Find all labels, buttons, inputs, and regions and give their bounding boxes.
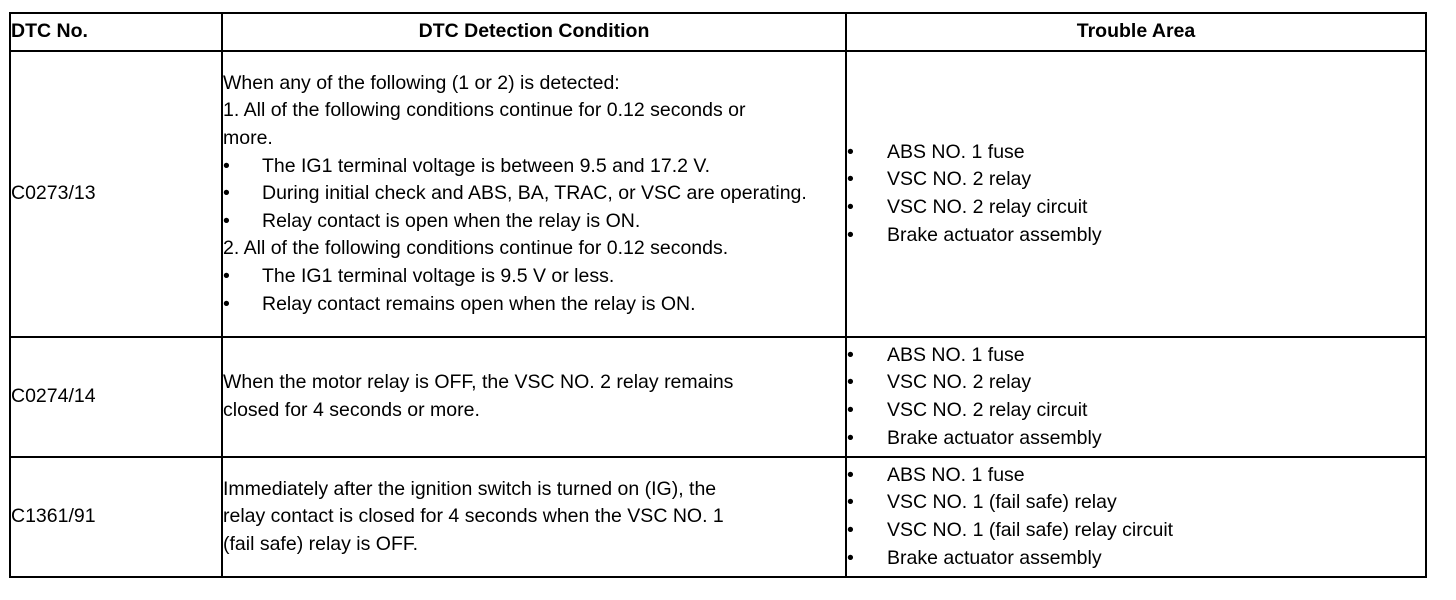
trouble-area-item (847, 222, 1425, 250)
trouble-area-text: VSC NO. 2 relay (887, 168, 1032, 191)
condition-bullet-item (223, 180, 845, 208)
detection-condition (222, 337, 846, 457)
trouble-area-item (847, 489, 1425, 517)
trouble-area-item (847, 369, 1425, 397)
bullet-icon: • (223, 264, 230, 287)
trouble-area-item (847, 166, 1425, 194)
trouble-area-item (847, 425, 1425, 453)
bullet-icon: • (223, 182, 230, 205)
trouble-area-text: VSC NO. 1 (fail safe) relay (887, 491, 1117, 514)
condition-line: (fail safe) relay is OFF. (223, 532, 419, 555)
trouble-area-item (847, 194, 1425, 222)
trouble-area-text: Brake actuator assembly (887, 546, 1102, 569)
trouble-area-text: ABS NO. 1 fuse (887, 343, 1025, 366)
condition-line: closed for 4 seconds or more. (223, 399, 480, 421)
condition-bullet-item (223, 263, 845, 291)
condition-intro: When any of the following (1 or 2) is detected: (223, 71, 620, 94)
bullet-icon: • (847, 168, 854, 191)
trouble-area-item (847, 462, 1425, 490)
condition-part-1: 1. All of the following conditions continue for 0.12 seconds or (223, 99, 746, 122)
trouble-area-item (847, 342, 1425, 370)
table-row (10, 457, 1426, 577)
condition-bullet-item (223, 208, 845, 236)
condition-bullet-item (223, 153, 845, 181)
header-row (10, 13, 1426, 51)
trouble-area-text: VSC NO. 1 (fail safe) relay circuit (887, 519, 1174, 541)
bullet-text: During initial check and ABS, BA, TRAC, or VSC are operating. (262, 182, 807, 205)
bullet-icon: • (847, 140, 854, 163)
trouble-area-text: Brake actuator assembly (887, 223, 1102, 246)
bullet-icon: • (847, 343, 854, 366)
condition-part-2: 2. All of the following conditions continue for 0.12 seconds. (223, 237, 729, 260)
bullet-icon: • (223, 292, 230, 315)
trouble-area-item (847, 397, 1425, 425)
bullet-text: Relay contact is open when the relay is ON. (262, 209, 641, 232)
bullet-icon: • (847, 196, 854, 218)
trouble-area-text: VSC NO. 2 relay circuit (887, 399, 1088, 421)
dtc-code: C1361/91 (10, 457, 222, 577)
header-dtc-no: DTC No. (10, 13, 222, 51)
trouble-area (846, 457, 1426, 577)
bullet-icon: • (847, 399, 854, 421)
trouble-area-item (847, 139, 1425, 167)
detection-condition (222, 457, 846, 577)
trouble-area-text: ABS NO. 1 fuse (887, 140, 1025, 163)
header-trouble-area: Trouble Area (846, 13, 1426, 51)
bullet-text: The IG1 terminal voltage is between 9.5 and 17.2 V. (262, 154, 711, 177)
bullet-icon: • (223, 154, 230, 177)
dtc-code: C0274/14 (10, 337, 222, 457)
trouble-area-text: ABS NO. 1 fuse (887, 463, 1025, 486)
table-row (10, 337, 1426, 457)
bullet-icon: • (847, 371, 854, 394)
bullet-text: Relay contact remains open when the relay is ON. (262, 292, 696, 315)
condition-line: relay contact is closed for 4 seconds when the VSC NO. 1 (223, 505, 724, 528)
trouble-area (846, 337, 1426, 457)
condition-part-1-cont: more. (223, 127, 273, 150)
condition-line: Immediately after the ignition switch is turned on (IG), the (223, 477, 717, 500)
dtc-code: C0273/13 (10, 51, 222, 337)
detection-condition (222, 51, 846, 337)
trouble-area-item (847, 545, 1425, 573)
trouble-area (846, 51, 1426, 337)
bullet-icon: • (847, 491, 854, 514)
bullet-icon: • (847, 223, 854, 246)
trouble-area-text: VSC NO. 2 relay (887, 371, 1032, 394)
bullet-text: The IG1 terminal voltage is 9.5 V or less. (262, 264, 615, 287)
trouble-area-text: VSC NO. 2 relay circuit (887, 196, 1088, 218)
bullet-icon: • (847, 519, 854, 541)
condition-line: When the motor relay is OFF, the VSC NO. 2 relay remains (223, 371, 734, 394)
table-row (10, 51, 1426, 337)
condition-bullet-item (223, 291, 845, 319)
trouble-area-item (847, 517, 1425, 545)
bullet-icon: • (847, 546, 854, 569)
bullet-icon: • (847, 463, 854, 486)
header-detection-condition: DTC Detection Condition (222, 13, 846, 51)
bullet-icon: • (847, 426, 854, 449)
trouble-area-text: Brake actuator assembly (887, 426, 1102, 449)
bullet-icon: • (223, 209, 230, 232)
dtc-table (9, 12, 1427, 578)
